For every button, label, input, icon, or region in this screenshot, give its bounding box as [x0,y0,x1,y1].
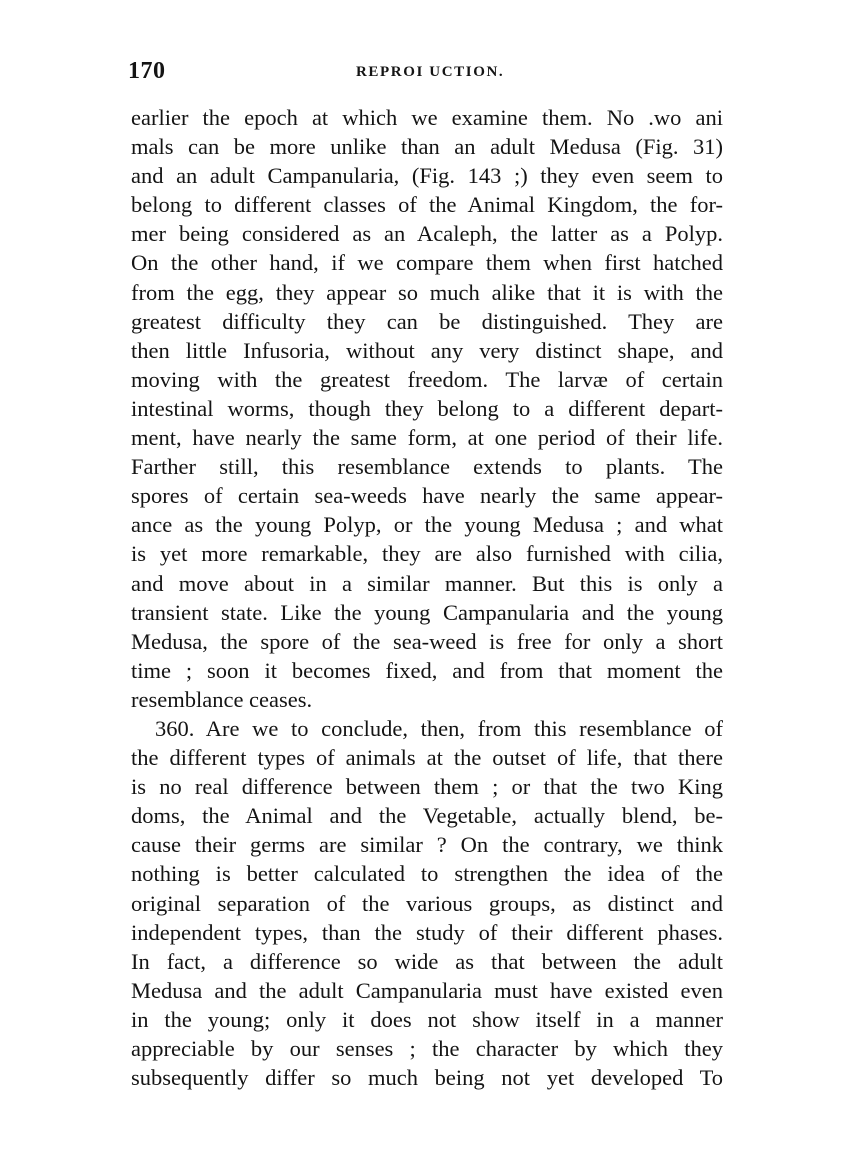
text-line: cause their germs are similar ? On the contrary, we think [131,832,723,858]
text-line: then little Infusoria, without any very distinct shape, and [131,337,723,363]
page-number: 170 [128,58,166,84]
body-text [131,103,723,1092]
text-line: transient state. Like the young Campanularia and the young [131,599,723,625]
text-line: ment, have nearly the same form, at one period of their life. [131,425,723,451]
text-line: time ; soon it becomes fixed, and from that moment the [131,657,723,683]
text-line: earlier the epoch at which we examine them. No .wo ani [131,105,723,130]
text-line: On the other hand, if we compare them when first hatched [131,250,723,276]
text-line: resemblance ceases. [131,686,313,712]
text-line: Medusa, the spore of the sea-weed is free for only a short [131,628,723,654]
text-line: in the young; only it does not show itself in a manner [131,1006,723,1032]
paragraph [131,103,723,714]
text-line: and move about in a similar manner. But this is only a [131,570,723,596]
text-line: nothing is better calculated to strengthen the idea of the [131,861,723,887]
text-line: ance as the young Polyp, or the young Medusa ; and what [131,512,723,538]
text-line: from the egg, they appear so much alike that it is with the [131,279,723,305]
text-line: subsequently differ so much being not yet developed To [131,1065,723,1091]
text-line: appreciable by our senses ; the character by which they [131,1036,723,1061]
text-line: spores of certain sea-weeds have nearly the same appear- [131,483,723,509]
running-head: REPROI UCTION. [356,64,505,80]
text-line: is yet more remarkable, they are also furnished with cilia, [131,541,723,567]
text-line: independent types, than the study of their different phases. [131,919,723,945]
text-line: Farther still, this resemblance extends to plants. The [131,454,723,480]
text-line: is no real difference between them ; or that the two King [131,774,723,800]
text-line: intestinal worms, though they belong to a different depart- [131,395,723,421]
text-line: and an adult Campanularia, (Fig. 143 ;) they even seem to [131,163,723,189]
text-line: belong to different classes of the Animal Kingdom, the for- [131,192,723,218]
page-header [128,58,723,90]
text-line: In fact, a difference so wide as that between the adult [131,948,723,974]
text-line: original separation of the various groups, as distinct and [131,890,723,916]
text-line: 360. Are we to conclude, then, from this resemblance of [155,715,723,741]
text-line: moving with the greatest freedom. The larvæ of certain [131,366,723,392]
paragraph [131,714,723,1092]
text-line: mals can be more unlike than an adult Medusa (Fig. 31) [131,134,723,160]
text-line: mer being considered as an Acaleph, the latter as a Polyp. [131,221,723,247]
text-line: greatest difficulty they can be distinguished. They are [131,308,723,334]
text-line: doms, the Animal and the Vegetable, actually blend, be- [131,803,723,829]
text-line: Medusa and the adult Campanularia must have existed even [131,977,723,1003]
text-line: the different types of animals at the outset of life, that there [131,745,723,771]
